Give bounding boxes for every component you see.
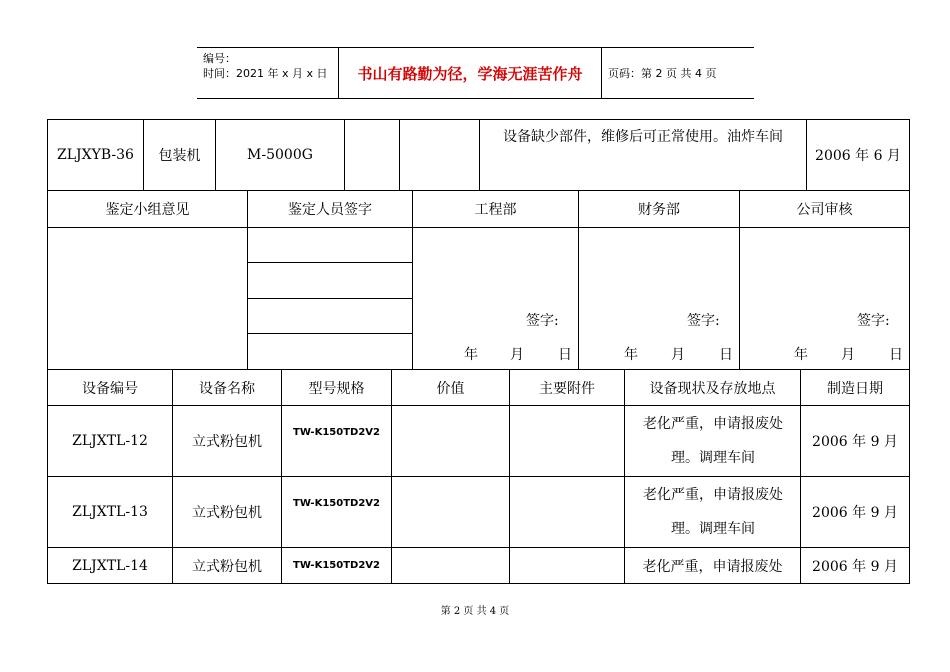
row-model: TW-K150TD2V2: [293, 559, 380, 571]
col-header-name: 设备名称: [199, 380, 255, 397]
row-code: ZLJXTL-14: [72, 557, 148, 574]
row-model: TW-K150TD2V2: [293, 426, 380, 438]
header-appraiser-sign: 鉴定人员签字: [288, 202, 372, 218]
equipment-value: [345, 120, 399, 190]
engineering-sign-label: 签字:: [526, 313, 559, 329]
row-accessory: [510, 548, 624, 583]
header-engineering: 工程部: [474, 202, 517, 218]
col-header-date: 制造日期: [827, 380, 883, 397]
header-finance: 财务部: [638, 202, 680, 218]
finance-month: 月: [671, 347, 685, 363]
engineering-year: 年: [464, 347, 478, 363]
time-label: 时间：2021 年 x 月 x 日: [203, 67, 328, 80]
row-value: [392, 548, 509, 583]
col-header-model: 型号规格: [308, 380, 365, 397]
row-status: 老化严重，申请报废处理。调理车间: [643, 487, 783, 537]
col-header-value: 价值: [436, 380, 465, 397]
row-status: 老化严重，申请报废处: [642, 558, 783, 575]
row-value: [392, 406, 509, 476]
engineering-day: 日: [558, 347, 572, 363]
row-code: ZLJXTL-13: [72, 504, 148, 520]
finance-year: 年: [624, 347, 638, 363]
finance-day: 日: [719, 347, 733, 363]
equipment-accessory: [400, 120, 479, 190]
row-name: 立式粉包机: [192, 558, 262, 575]
row-accessory: [510, 406, 624, 476]
equipment-model: M-5000G: [247, 147, 313, 163]
number-label: 编号：: [203, 52, 236, 65]
row-name: 立式粉包机: [192, 505, 262, 521]
company-sign-label: 签字:: [857, 313, 890, 329]
motto: 书山有路勤为径，学海无涯苦作舟: [339, 48, 602, 98]
equipment-date: 2006 年 6 月: [815, 148, 901, 164]
engineering-month: 月: [510, 347, 524, 363]
page-header: [197, 47, 754, 99]
page-info: 页码：第 2 页 共 4 页: [608, 67, 717, 80]
row-date: 2006 年 9 月: [812, 434, 898, 450]
row-code: ZLJXTL-12: [72, 433, 148, 449]
header-group-opinion: 鉴定小组意见: [105, 202, 190, 218]
equipment-name: 包装机: [158, 148, 201, 164]
row-status: 老化严重，申请报废处理。调理车间: [643, 416, 783, 466]
col-header-accessory: 主要附件: [539, 380, 595, 397]
col-header-status: 设备现状及存放地点: [649, 380, 776, 397]
company-month: 月: [841, 347, 855, 363]
company-year: 年: [794, 347, 808, 363]
finance-sign-label: 签字:: [687, 313, 720, 329]
company-day: 日: [889, 347, 903, 363]
header-meta: [197, 48, 339, 98]
col-header-code: 设备编号: [82, 380, 138, 397]
row-date: 2006 年 9 月: [812, 558, 898, 575]
row-name: 立式粉包机: [192, 434, 262, 450]
row-accessory: [510, 477, 624, 547]
page-footer: 第 2 页 共 4 页: [440, 606, 510, 617]
equipment-status: 设备缺少部件，维修后可正常使用。油炸车间: [503, 129, 783, 145]
header-company-review: 公司审核: [796, 202, 853, 218]
equipment-code: ZLJXYB-36: [57, 147, 134, 163]
row-model: TW-K150TD2V2: [293, 497, 380, 509]
row-value: [392, 477, 509, 547]
row-date: 2006 年 9 月: [812, 505, 898, 521]
